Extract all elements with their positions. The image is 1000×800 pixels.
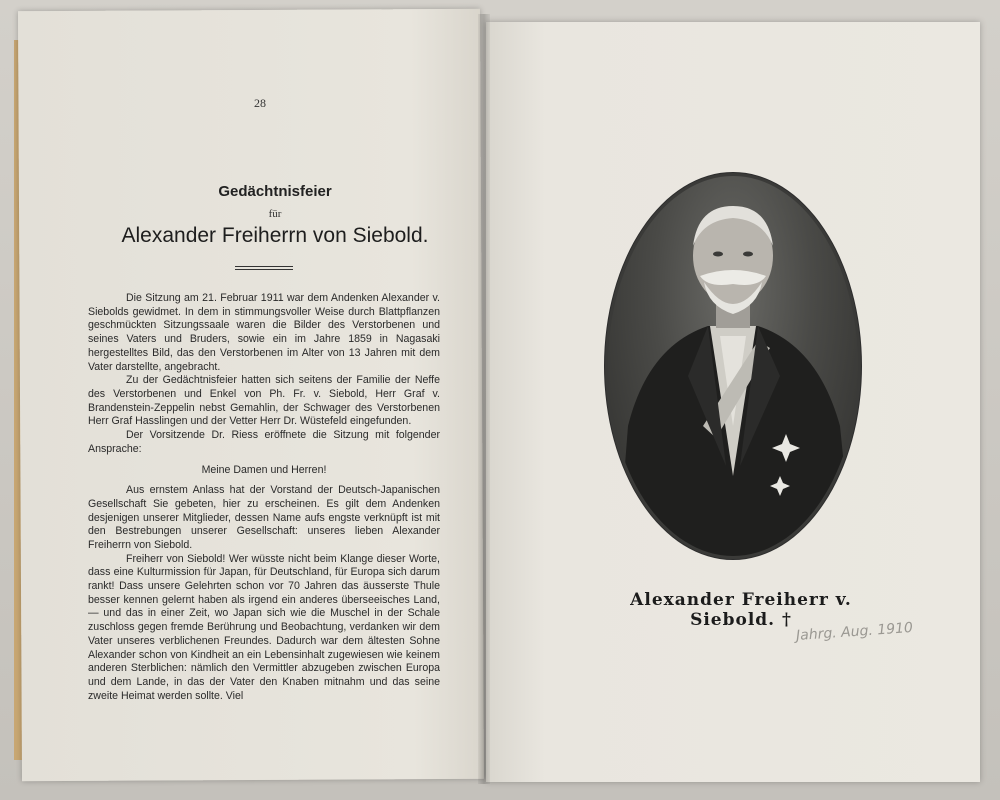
book-gutter (478, 14, 490, 784)
speech-paragraph: Freiherr von Siebold! Wer wüsste nicht beim Klange dieser Worte, dass eine Kulturmission für Japan, für Deutschland, für Europa sich darum rankt! Dass unsere Gelehrten schon vor 70 Jahren das äusserste Thule besser kennen gelernt haben als irgend ein anderes überseeisches Land, — und das in einer Zeit, wo Japan sich wie die Muschel in der Schale zuschloss gegen fremde Berührung und Beobachtung, verdanken wir dem Vater unseres verblichenen Freundes. Dadurch war dem ältesten Sohne Alexander schon von Kindheit an ein Lebensinhalt zugewiesen wie keinem anderen Sterblichen: nämlich den Vermittler abzugeben zwischen Europa und dem Lande, in das der Vater den Knaben mitnahm und das seine zweite Heimat werden sollte. Viel (88, 552, 440, 702)
article-subject-name: Alexander Freiherrn von Siebold. (121, 224, 429, 247)
speech-paragraph: Aus ernstem Anlass hat der Vorstand der Deutsch-Japanischen Gesellschaft Sie gebeten, hier zu erscheinen. Es gilt dem Andenken desjenigen unserer Mitglieder, dessen Name aufs engste verknüpft ist mit den Bestrebungen unserer Gesellschaft: unseres lieben Alexander Freiherrn von Siebold. (88, 484, 440, 551)
title-rule-top (235, 266, 293, 267)
title-rule-bottom (235, 269, 293, 270)
portrait-caption: Alexander Freiherr v. Siebold. † (630, 590, 852, 630)
speech-salutation: Meine Damen und Herren! (201, 464, 327, 477)
portrait-photo (608, 176, 858, 556)
article-for-word: für (268, 208, 282, 220)
body-paragraph: Zu der Gedächtnisfeier hatten sich seitens der Familie der Neffe des Verstorbenen und Enkel von Ph. Fr. v. Siebold, Herr Graf v. Brandenstein-Zeppelin nebst Gemahlin, der Schwager des Verstorbenen Herr Graf Hasslingen und der Vetter Herr Dr. Wüstefeld eingefunden. (88, 374, 440, 428)
body-paragraph: Der Vorsitzende Dr. Riess eröffnete die Sitzung mit folgender Ansprache: (88, 429, 440, 455)
handwritten-pencil-note: Jahrg. Aug. 1910 (795, 619, 914, 645)
body-paragraph: Die Sitzung am 21. Februar 1911 war dem Andenken Alexander v. Siebolds gewidmet. In dem in stimmungsvoller Weise durch Blattpflanzen geschmückten Sitzungssaale waren die Bilder des Verstorbenen und seines Vaters und Bruders, sowie ein im Jahre 1859 in Nagasaki hergestelltes Bild, das den Verstorbenen im Alter von 13 Jahren mit dem Vater darstellte, angebracht. (88, 292, 440, 373)
page-number: 28 (254, 96, 266, 110)
article-body (88, 292, 440, 703)
article-title: Gedächtnisfeier (218, 183, 332, 200)
portrait-illustration (608, 176, 858, 556)
oval-portrait-frame (604, 172, 862, 560)
